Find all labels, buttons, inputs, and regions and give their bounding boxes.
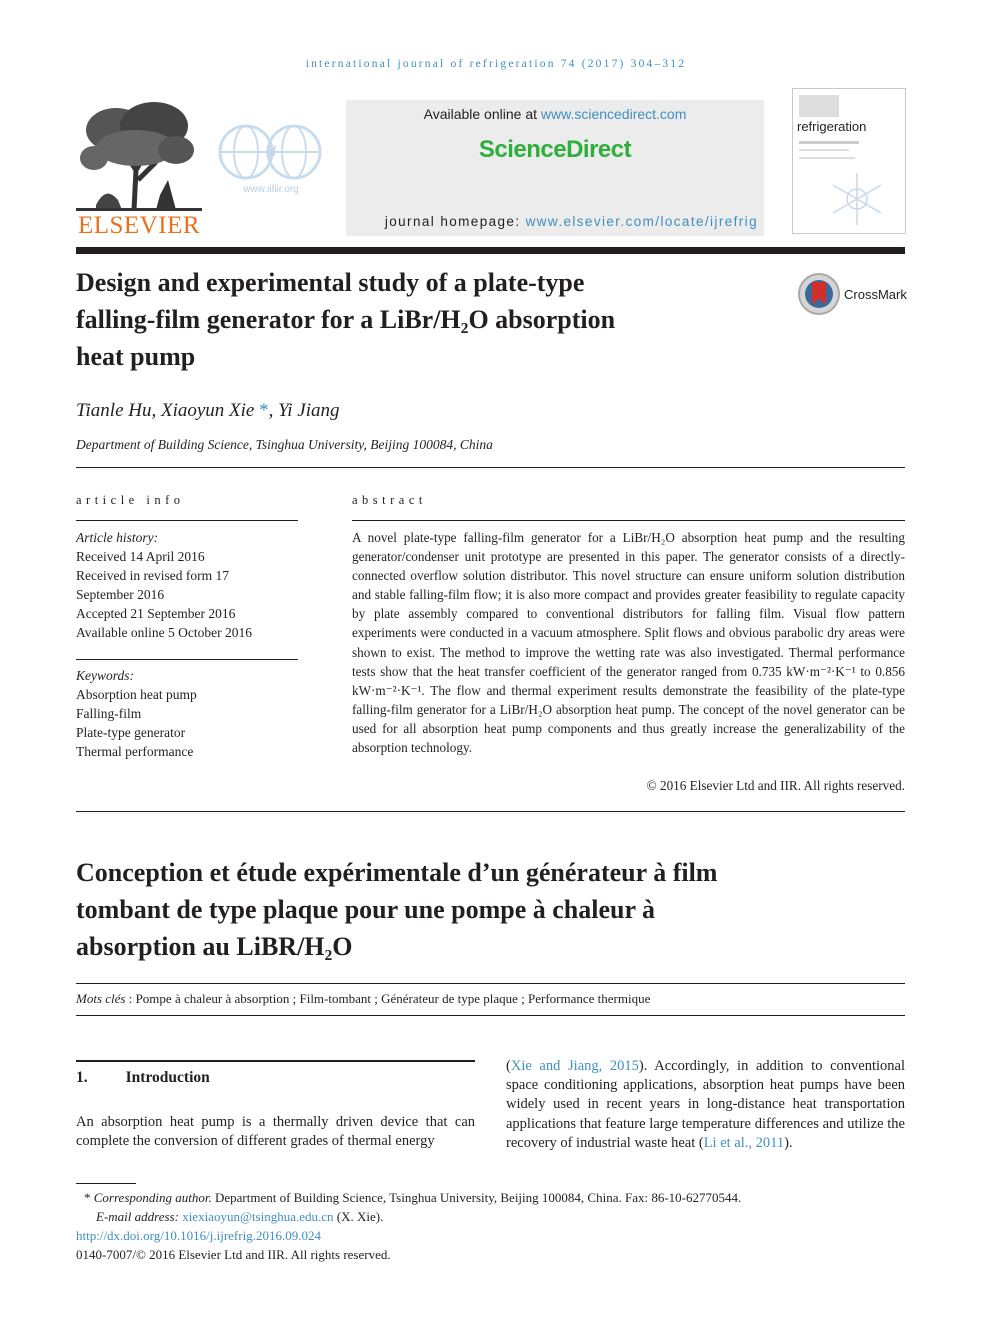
section-rule: [76, 1015, 905, 1016]
mots-cles-label: Mots clés: [76, 991, 126, 1006]
introduction-column-2: (Xie and Jiang, 2015). Accordingly, in addition to conventional space conditioning applications, absorption heat pumps have been widely used in recent years in long-distance heat transportation applications that feature large temperature differences and utilize the recovery of industrial waste heat (Li et al., 2011).: [506, 1058, 905, 1151]
abstract-copyright: © 2016 Elsevier Ltd and IIR. All rights reserved.: [646, 778, 905, 793]
sciencedirect-logo: ScienceDirect: [478, 136, 632, 163]
section-rule: [76, 467, 905, 468]
keyword: Absorption heat pump: [76, 687, 197, 702]
corresponding-author-note: [76, 1188, 916, 1207]
available-prefix: Available online at: [423, 106, 541, 122]
corresponding-label: Corresponding author.: [93, 1190, 212, 1205]
journal-homepage: [346, 214, 758, 229]
issn-line: 0140-7007/© 2016 Elsevier Ltd and IIR. All rights reserved.: [76, 1247, 391, 1262]
running-head: international journal of refrigeration 74 (2017) 304–312: [305, 58, 687, 70]
history-item: Accepted 21 September 2016: [76, 606, 236, 621]
section-rule: [76, 983, 905, 984]
journal-homepage-link[interactable]: www.elsevier.com/locate/ijrefrig: [525, 214, 758, 229]
crossmark-badge[interactable]: [797, 272, 907, 316]
citation-link[interactable]: Xie and Jiang, 2015: [510, 1058, 639, 1074]
footnotes: [76, 1188, 916, 1264]
available-online: [346, 106, 764, 122]
keyword: Thermal performance: [76, 744, 194, 759]
cover-logo: [799, 95, 839, 117]
mots-cles: [76, 991, 650, 1007]
history-item: September 2016: [76, 587, 165, 602]
svg-text:iif: iif: [265, 143, 277, 159]
history-item: Received 14 April 2016: [76, 549, 205, 564]
corresponding-text: Department of Building Science, Tsinghua University, Beijing 100084, China. Fax: 86-10-62770544.: [211, 1190, 742, 1205]
article-info-heading: article info: [76, 493, 185, 507]
title-line: heat pump: [76, 342, 196, 371]
title-line: Design and experimental study of a plate-type: [76, 268, 585, 297]
keywords-label: Keywords:: [76, 668, 134, 683]
citation-link[interactable]: Li et al., 2011: [703, 1134, 785, 1151]
homepage-prefix: journal homepage:: [384, 214, 526, 229]
crossmark-icon: [797, 272, 841, 316]
section-title: Introduction: [125, 1069, 210, 1086]
paragraph-text: ).: [784, 1134, 793, 1151]
corresponding-author-marker[interactable]: *: [259, 400, 269, 421]
history-label: Article history:: [76, 530, 159, 545]
author-list: [76, 400, 340, 422]
section-number: 1.: [76, 1069, 88, 1086]
header-rule: [76, 247, 905, 254]
crossmark-label: CrossMark: [844, 287, 907, 302]
snowflake-icon: [813, 169, 901, 229]
footnote-star: *: [84, 1190, 91, 1205]
history-item: Available online 5 October 2016: [76, 625, 252, 640]
title-line: falling-film generator for a LiBr/H₂O absorption: [76, 305, 616, 334]
elsevier-logo: [76, 100, 202, 238]
cover-divider: [799, 157, 855, 159]
journal-cover: [792, 88, 906, 234]
introduction-column-1: An absorption heat pump is a thermally driven device that can complete the conversion of different grades of thermal energy: [76, 1114, 475, 1150]
article-title: [76, 264, 736, 375]
abstract-text: A novel plate-type falling-film generator for a LiBr/H₂O absorption heat pump and the resulting generator/condenser unit prototype are presented in this paper. The generator consists of a directly-connected overflow solution distributor. This novel structure can ensure uniform solution distribution and stable falling-film flow; it is also more compact and provides greater feasibility to regulate capacity by plate assembly compared to conventional distributors for falling film. Visual flow pattern experiments were conducted in a vacuum atmosphere. Split flows and obvious parabolic dry areas were shown to exist. The method to improve the wetting rate was also investigated. Thermal performance tests show that the heat transfer coefficient of the generator ranged from 0.735 kW·m⁻²·K⁻¹ to 0.856 kW·m⁻²·K⁻¹. The flow and thermal experiment results demonstrate the feasibility of the plate-type falling-film generator for a LiBr/H₂O absorption heat pump. The concept of the novel generator can be used for all absorption heat pump components and thus greatly increase the generalizability of the absorption technology.: [352, 530, 905, 756]
cover-journal-word: refrigeration: [797, 119, 867, 134]
sciencedirect-link[interactable]: www.sciencedirect.com: [540, 106, 687, 122]
article-info-rule: [76, 520, 298, 521]
intro-rule: [76, 1060, 475, 1062]
abstract-heading: abstract: [352, 493, 427, 507]
iir-url: www.iifiir.org: [243, 184, 299, 195]
email-suffix: (X. Xie).: [333, 1209, 384, 1224]
french-title: [76, 854, 876, 965]
affiliation: Department of Building Science, Tsinghua University, Beijing 100084, China: [76, 437, 493, 452]
cover-divider: [799, 141, 859, 144]
french-title-line: Conception et étude expérimentale d’un générateur à film: [76, 858, 718, 887]
authors-part: , Yi Jiang: [268, 400, 340, 421]
keywords: [76, 666, 298, 761]
cover-divider: [799, 149, 849, 151]
email-label: E-mail address:: [96, 1209, 179, 1224]
authors-part: Tianle Hu, Xiaoyun Xie: [76, 400, 260, 421]
paragraph-text: ). Accordingly, in addition to conventional space conditioning applications, absorption heat pumps have been widely used in recent years in long-distance heat transportation applications that feature large temperature differences and utilize the recovery of industrial waste heat (: [506, 1058, 905, 1151]
section-rule: [76, 811, 905, 812]
history-item: Received in revised form 17: [76, 568, 229, 583]
abstract-rule: [352, 520, 905, 521]
doi-link[interactable]: http://dx.doi.org/10.1016/j.ijrefrig.2016.09.024: [76, 1228, 321, 1243]
article-history: [76, 528, 298, 642]
email-note: [76, 1207, 916, 1226]
introduction-heading: [76, 1069, 210, 1087]
iir-globe-icon: [216, 122, 326, 186]
iir-logo: [216, 122, 326, 202]
email-link[interactable]: xiexiaoyun@tsinghua.edu.cn: [182, 1209, 334, 1224]
keywords-rule: [76, 659, 298, 660]
footnote-rule: [76, 1183, 136, 1184]
keyword: Falling-film: [76, 706, 142, 721]
french-title-line: absorption au LiBR/H₂O: [76, 932, 353, 961]
keyword: Plate-type generator: [76, 725, 186, 740]
elsevier-wordmark: ELSEVIER: [77, 212, 201, 239]
mots-cles-text: : Pompe à chaleur à absorption ; Film-tombant ; Générateur de type plaque ; Performance thermique: [125, 991, 651, 1006]
french-title-line: tombant de type plaque pour une pompe à chaleur à: [76, 895, 656, 924]
